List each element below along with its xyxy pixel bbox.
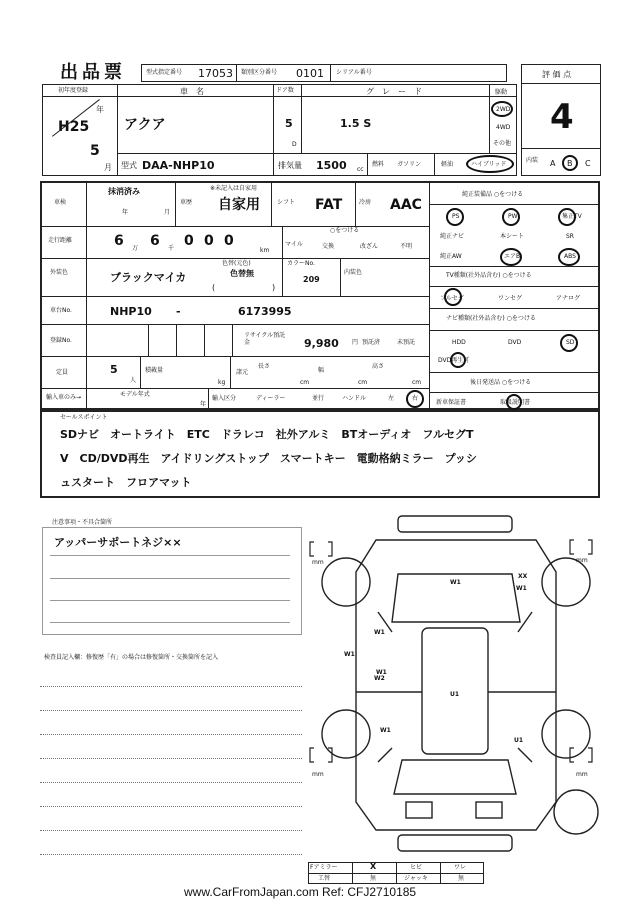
header-codes — [141, 64, 507, 82]
inspection-value: 抹消済み — [108, 187, 140, 196]
inspector-lines — [40, 686, 302, 866]
handle-left: 左 — [388, 395, 395, 402]
legend-dent: Fアミラー — [310, 864, 338, 871]
import-label: 輸入車のみ→ — [46, 394, 82, 401]
score-label: 評 価 点 — [542, 70, 572, 79]
later-manual-circle — [506, 394, 522, 410]
dims-height: 高さ — [372, 363, 385, 370]
katashiki-label: 型式指定番号 — [146, 69, 183, 76]
navi-dvd-play-circle — [450, 352, 466, 368]
legend-mu2: 無 — [458, 875, 465, 882]
fuel-label: 燃料 — [372, 161, 385, 168]
grade-label: グ レ ー ド — [366, 87, 422, 96]
ac-value: AAC — [390, 197, 422, 213]
first-reg-label: 初年度登録 — [58, 87, 89, 94]
drive-other: その他 — [493, 140, 512, 147]
genuine-title: 純正装備品 ○をつける — [462, 191, 524, 198]
legend-kou: 工替 — [318, 875, 331, 882]
wheel-rear-right — [542, 710, 590, 758]
inspector-label: 検査員記入欄：修復歴「有」の場合は修復箇所・交換箇所を記入 — [44, 654, 219, 661]
interior-b: B — [567, 159, 573, 168]
load-kg: kg — [218, 379, 226, 386]
usage-value: 自家用 — [218, 197, 260, 213]
handle-label: ハンドル — [342, 395, 367, 402]
tv-analog: アナログ — [556, 295, 581, 302]
footer-watermark: www.CarFromJapan.com Ref: CFJ2710185 — [184, 885, 417, 899]
mileage-man: 万 — [132, 245, 139, 252]
paren-open: ( — [212, 283, 216, 292]
model-label: 型式 — [121, 161, 137, 170]
mileage-mile: マイル — [285, 241, 303, 248]
capacity-label: 定員 — [56, 369, 69, 376]
mileage-digit: 0 — [204, 233, 214, 249]
opt-abs-circle — [558, 248, 580, 266]
door-unit: D — [292, 141, 297, 148]
car-outline — [356, 516, 556, 851]
recycle-paid: 預託済 — [362, 339, 381, 346]
legend-mu: 無 — [370, 875, 377, 882]
drive-label: 駆動 — [495, 89, 508, 96]
cc-unit: cc — [357, 166, 364, 173]
capacity-value: 5 — [110, 363, 118, 376]
opt-abs: ABS — [564, 253, 576, 260]
opt-ps: PS — [452, 213, 460, 220]
import-parallel: 並行 — [312, 395, 325, 402]
inspection-month: 月 — [164, 209, 171, 216]
drive-4wd: 4WD — [496, 124, 511, 131]
carname-label: 車 名 — [180, 87, 204, 96]
first-reg-year: H25 — [58, 119, 90, 135]
opt-airbag-circle — [500, 248, 522, 266]
opt-pw-circle — [502, 208, 520, 226]
load-label: 積載量 — [145, 367, 164, 374]
ac-label: 冷房 — [359, 199, 372, 206]
capacity-unit: 人 — [130, 377, 137, 384]
damage-mark: W1 — [344, 651, 355, 658]
opt-genuine-navi: 純正ナビ — [440, 233, 465, 240]
ext-color-value: ブラックマイカ — [110, 271, 187, 284]
recycle-unpaid: 未預託 — [397, 339, 416, 346]
mileage-digits — [104, 228, 274, 256]
interior-b-circle — [562, 155, 578, 171]
mileage-digit: 0 — [224, 233, 234, 249]
int-color-label: 内装色 — [344, 269, 363, 276]
katashiki-value: 17053 — [198, 67, 233, 80]
fuel-gasoline: ガソリン — [397, 161, 422, 168]
wheel-front-right — [542, 558, 590, 606]
tv-fullseg-circle — [444, 288, 462, 306]
interior-label: 内装 — [526, 157, 539, 164]
color-no-value: 209 — [303, 275, 320, 284]
opt-pw: PW — [508, 213, 518, 220]
opt-tv-circle — [558, 208, 576, 226]
fuel-hybrid: ハイブリッド — [471, 161, 507, 168]
legend-hibi: ヒビ — [410, 864, 423, 871]
chassis-model: NHP10 — [110, 305, 152, 318]
recycle-value: 9,980 — [304, 337, 339, 350]
color-no-label: カラーNo. — [287, 260, 315, 267]
usage-note: ※未記入は自家用 — [210, 185, 258, 192]
mileage-digit: 6 — [114, 233, 124, 249]
model-year-label: モデル年式 — [120, 391, 150, 398]
ext-color-label: 外装色 — [50, 269, 69, 276]
fuel-diesel: 軽油 — [441, 161, 454, 168]
sales-line-2: V CD/DVD再生 アイドリングストップ スマートキー 電動格納ミラー プッシ — [60, 452, 477, 465]
damage-mark: W1 — [376, 669, 387, 676]
sheet-title: 出品票 — [60, 62, 126, 83]
mileage-fumei: 不明 — [400, 243, 413, 250]
handle-right: 右 — [412, 395, 419, 402]
sales-line-1: SDナビ オートライト ETC ドラレコ 社外アルミ BTオーディオ フルセグT — [60, 428, 474, 441]
interior-a: A — [550, 159, 556, 168]
carname-value: アクア — [124, 117, 166, 133]
ruibetsu-label: 類別区分番号 — [241, 69, 278, 76]
notes-label: 注意事項・不具合箇所 — [52, 519, 113, 526]
handle-right-circle — [406, 390, 424, 408]
recycle-label: リサイクル預託金 — [244, 332, 286, 347]
fuel-hybrid-circle — [466, 155, 514, 173]
mileage-digit: 0 — [184, 233, 194, 249]
navi-hdd: HDD — [452, 339, 466, 346]
chassis-label: 車台No. — [50, 307, 72, 314]
later-manual: 取扱説明書 — [500, 399, 531, 406]
later-warranty: 新車保証書 — [436, 399, 467, 406]
tread-mm-fl: mm — [312, 559, 324, 566]
wheel-front-left — [322, 558, 370, 606]
navi-dvd-play: DVD再生可 — [438, 357, 470, 364]
inspection-year: 年 — [122, 209, 129, 216]
interior-c: C — [585, 159, 591, 168]
import-dealer: ディーラー — [256, 395, 286, 402]
chassis-dash: - — [176, 305, 181, 318]
damage-mark: W1 — [374, 629, 385, 636]
model-value: DAA-NHP10 — [142, 159, 215, 172]
dims-cm: cm — [412, 379, 422, 386]
shift-label: シフト — [277, 199, 296, 206]
dims-width: 幅 — [318, 367, 325, 374]
tv-title: TV種類(社外品含む) ○をつける — [446, 272, 532, 279]
wheel-rear-left — [322, 710, 370, 758]
damage-mark: U1 — [514, 737, 524, 744]
ruibetsu-value: 0101 — [296, 67, 324, 80]
spare-tire — [554, 790, 598, 834]
chassis-number: 6173995 — [238, 305, 292, 318]
month-unit: 月 — [104, 163, 112, 172]
tv-fullseg: フルセグ — [440, 295, 464, 302]
tv-oneseg: ワンセグ — [498, 295, 523, 302]
opt-tv: 集正TV — [562, 213, 582, 220]
damage-mark: W1 — [380, 727, 391, 734]
opt-genuine-aw: 純正AW — [440, 253, 462, 260]
damage-mark: W1 — [450, 579, 461, 586]
color-change-value: 色替無 — [230, 269, 254, 278]
car-damage-diagram — [306, 512, 606, 857]
color-change-label: 色替(元色) — [222, 260, 251, 267]
serial-label: シリアル番号 — [336, 69, 372, 76]
doors-value: 5 — [285, 117, 293, 130]
displacement-label: 排気量 — [278, 161, 302, 170]
later-title: 後日発送品 ○をつける — [470, 379, 532, 386]
paren-close: ) — [272, 283, 276, 292]
damage-mark: U1 — [450, 691, 460, 698]
model-year-unit: 年 — [200, 401, 207, 408]
navi-sd: SD — [566, 339, 575, 346]
opt-leather: 本シート — [500, 233, 525, 240]
tread-mm-rl: mm — [312, 771, 324, 778]
shift-value: FAT — [315, 197, 343, 213]
drive-2wd: 2WD — [496, 106, 511, 113]
year-unit: 年 — [96, 105, 104, 114]
inspection-label: 車検 — [54, 199, 67, 206]
sales-label: セールスポイント — [60, 414, 108, 421]
score-value: 4 — [550, 97, 574, 137]
opt-sr: SR — [566, 233, 574, 240]
tread-mm-rr: mm — [576, 771, 588, 778]
grade-value: 1.5 S — [340, 117, 372, 130]
drive-2wd-circle — [491, 101, 513, 117]
import-class-label: 輸入区分 — [212, 395, 237, 402]
doors-label: ドア数 — [276, 87, 294, 94]
mileage-mark-label: ○をつける — [330, 227, 360, 234]
usage-label: 車歴 — [180, 199, 193, 206]
dims-label: 諸元 — [236, 369, 249, 376]
damage-mark: W1 — [516, 585, 527, 592]
displacement-value: 1500 — [316, 159, 347, 172]
navi-sd-circle — [560, 334, 578, 352]
navi-dvd: DVD — [508, 339, 522, 346]
opt-airbag: エアB — [504, 253, 521, 260]
mileage-km: km — [260, 247, 270, 254]
notes-text: アッパーサポートネジ×× — [54, 536, 182, 549]
opt-ps-circle — [446, 208, 464, 226]
damage-mark: W2 — [374, 675, 385, 682]
reg-label: 登録No. — [50, 337, 72, 344]
tread-mm-fr: mm — [576, 557, 588, 564]
recycle-unit: 円 — [352, 339, 359, 346]
sales-line-3: ュスタート フロアマット — [60, 476, 192, 489]
mileage-digit: 6 — [150, 233, 160, 249]
mileage-label: 走行距離 — [48, 237, 73, 244]
damage-mark: XX — [518, 573, 528, 580]
legend-ware: ワレ — [454, 864, 467, 871]
first-reg-month: 5 — [90, 143, 100, 159]
navi-title: ナビ種類(社外品含む) ○をつける — [446, 315, 536, 322]
mileage-kaizan: 改ざん — [360, 243, 379, 250]
dims-length: 長さ — [258, 363, 271, 370]
mileage-koukan: 交換 — [322, 243, 335, 250]
mileage-sen: 千 — [168, 245, 175, 252]
dims-cm: cm — [300, 379, 310, 386]
dims-cm: cm — [358, 379, 368, 386]
legend-jack: ジャッキ — [404, 875, 428, 882]
legend-x: X — [370, 862, 377, 871]
